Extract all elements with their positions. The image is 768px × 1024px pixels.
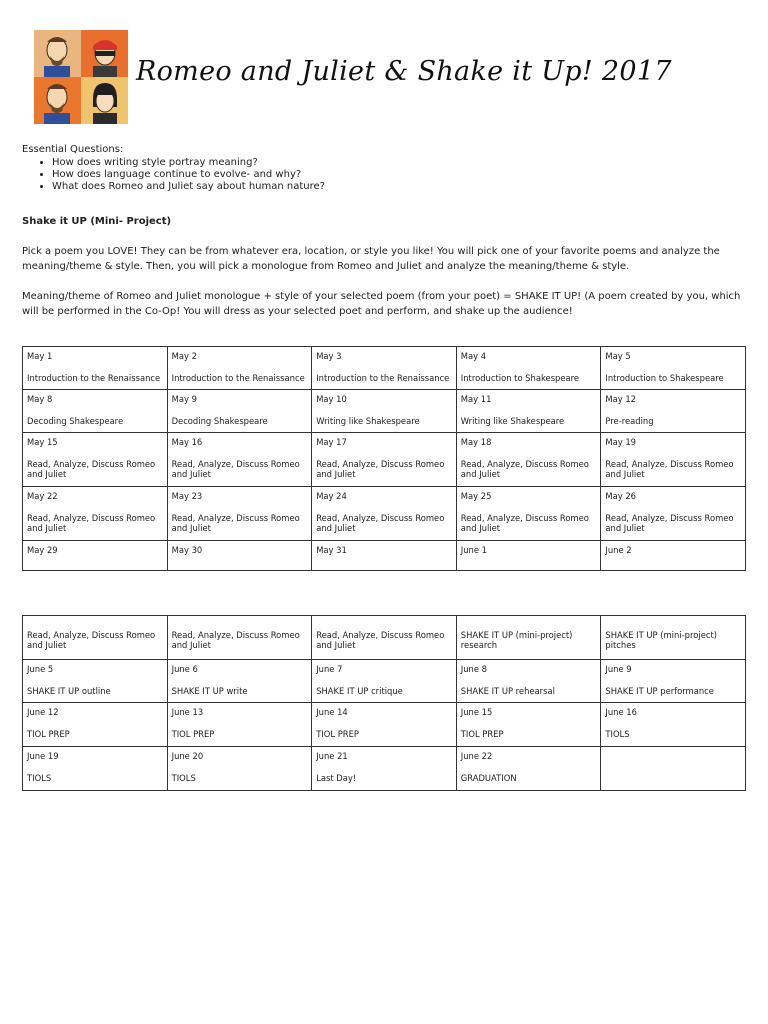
calendar-activity: SHAKE IT UP write [171, 686, 248, 696]
calendar-cell [23, 433, 168, 487]
calendar-cell [601, 660, 746, 703]
essential-questions [22, 144, 746, 193]
shakespeare-beatles-logo [34, 30, 128, 124]
calendar-cell [312, 347, 457, 390]
calendar-cell [601, 703, 746, 747]
calendar-cell [456, 541, 601, 571]
calendar-date: May 24 [316, 491, 347, 501]
calendar-date: June 12 [27, 707, 59, 717]
calendar-activity: Read, Analyze, Discuss Romeo and Juliet [460, 513, 589, 533]
calendar-cell [23, 703, 168, 747]
calendar-cell [456, 703, 601, 747]
calendar-date: May 25 [460, 491, 492, 501]
calendar-date: June 21 [316, 751, 348, 761]
portrait-icon [34, 30, 81, 77]
may-calendar-table [22, 346, 746, 571]
calendar-cell [601, 747, 746, 791]
calendar-cell [312, 541, 457, 571]
calendar-cell [312, 616, 457, 660]
calendar-cell [167, 487, 312, 541]
calendar-activity: Last Day! [316, 773, 357, 783]
calendar-activity: Decoding Shakespeare [27, 416, 124, 426]
calendar-activity: TIOL PREP [171, 729, 215, 739]
calendar-date: May 23 [171, 491, 203, 501]
calendar-activity: Writing like Shakespeare [316, 416, 420, 426]
calendar-activity: Decoding Shakespeare [171, 416, 268, 426]
calendar-activity: SHAKE IT UP (mini-project) pitches [605, 630, 717, 650]
calendar-activity: TIOL PREP [316, 729, 359, 739]
calendar-body [23, 347, 746, 571]
calendar-cell [167, 390, 312, 433]
calendar-activity: Read, Analyze, Discuss Romeo and Juliet [171, 459, 300, 479]
essential-questions-label: Essential Questions: [22, 144, 124, 155]
calendar-activity: Read, Analyze, Discuss Romeo and Juliet [27, 630, 156, 650]
calendar-cell [601, 347, 746, 390]
calendar-body [23, 616, 746, 791]
calendar-cell [312, 390, 457, 433]
calendar-activity: Pre-reading [605, 416, 654, 426]
calendar-activity: Read, Analyze, Discuss Romeo and Juliet [460, 459, 589, 479]
calendar-activity: SHAKE IT UP outline [27, 686, 111, 696]
calendar-activity: TIOL PREP [27, 729, 70, 739]
calendar-date: May 17 [316, 437, 347, 447]
calendar-cell [167, 616, 312, 660]
calendar-activity: SHAKE IT UP critique [316, 686, 403, 696]
calendar-date: May 4 [460, 351, 487, 361]
calendar-activity: SHAKE IT UP performance [605, 686, 714, 696]
calendar-date: June 7 [316, 664, 343, 674]
page-header [34, 30, 734, 126]
calendar-date: May 2 [171, 351, 197, 361]
calendar-activity: Introduction to Shakespeare [605, 373, 724, 383]
calendar-cell [456, 487, 601, 541]
essential-questions-list [22, 157, 746, 192]
calendar-cell [456, 660, 601, 703]
page-title: Romeo and Juliet & Shake it Up! 2017 [136, 56, 672, 87]
calendar-date: June 13 [171, 707, 204, 717]
calendar-activity: Introduction to the Renaissance [171, 373, 305, 383]
calendar-date: May 30 [171, 545, 203, 555]
project-formula: Meaning/theme of Romeo and Juliet monologue + style of your selected poem (from your poet) = SHAKE IT UP! (A poem created by you, which will be performed in the Co-Op! You will dress as your selected poet and perform, and shake up the audience! [22, 291, 741, 317]
calendar-activity: Introduction to Shakespeare [460, 373, 580, 383]
calendar-activity: TIOLS [605, 729, 630, 739]
list-item: • How does language continue to evolve- and why? [52, 169, 746, 180]
calendar-cell [312, 703, 457, 747]
calendar-date: June 14 [316, 707, 348, 717]
calendar-cell [312, 487, 457, 541]
calendar-cell [456, 347, 601, 390]
calendar-date: June 15 [460, 707, 493, 717]
calendar-cell [312, 660, 457, 703]
calendar-activity: Read, Analyze, Discuss Romeo and Juliet [605, 459, 734, 479]
calendar-cell [23, 347, 168, 390]
calendar-date: May 10 [316, 394, 347, 404]
calendar-activity: Read, Analyze, Discuss Romeo and Juliet [171, 513, 300, 533]
calendar-date: May 11 [460, 394, 492, 404]
june-calendar-table [22, 615, 746, 791]
list-item: • What does Romeo and Juliet say about human nature? [52, 181, 746, 192]
calendar-activity: TIOLS [27, 773, 52, 783]
project-description: Pick a poem you LOVE! They can be from whatever era, location, or style you like! You will pick one of your favorite poems and analyze the meaning/theme & style. Then, you will pick a monologue from Romeo and Juliet and analyze the meaning/theme & style. [22, 246, 720, 272]
calendar-activity: Read, Analyze, Discuss Romeo and Juliet [316, 513, 445, 533]
calendar-activity: Writing like Shakespeare [460, 416, 565, 426]
calendar-date: June 9 [605, 664, 632, 674]
calendar-activity: TIOL PREP [460, 729, 504, 739]
calendar-cell [23, 747, 168, 791]
logo-tile-shakespeare-2 [34, 77, 81, 124]
portrait-icon [81, 30, 128, 77]
logo-tile-beatle-2 [81, 77, 128, 124]
calendar-cell [456, 616, 601, 660]
calendar-date: May 19 [605, 437, 637, 447]
calendar-cell [167, 747, 312, 791]
calendar-activity: Read, Analyze, Discuss Romeo and Juliet [316, 459, 445, 479]
calendar-date: May 1 [27, 351, 53, 361]
calendar-date: June 16 [605, 707, 637, 717]
list-item: • How does writing style portray meaning? [52, 157, 746, 168]
calendar-cell [167, 541, 312, 571]
calendar-date: June 8 [460, 664, 488, 674]
calendar-activity: Read, Analyze, Discuss Romeo and Juliet [27, 513, 156, 533]
calendar-cell [23, 660, 168, 703]
calendar-cell [167, 347, 312, 390]
calendar-date: May 12 [605, 394, 637, 404]
calendar-date: June 1 [460, 545, 488, 555]
calendar-cell [23, 487, 168, 541]
calendar-activity: Read, Analyze, Discuss Romeo and Juliet [316, 630, 445, 650]
calendar-date: May 8 [27, 394, 53, 404]
calendar-date: May 31 [316, 545, 347, 555]
calendar-activity: TIOLS [171, 773, 196, 783]
calendar-cell [167, 433, 312, 487]
portrait-icon [34, 77, 81, 124]
calendar-activity: Read, Analyze, Discuss Romeo and Juliet [605, 513, 734, 533]
calendar-date: June 19 [27, 751, 59, 761]
calendar-cell [601, 616, 746, 660]
table-row [23, 660, 746, 703]
portrait-icon [81, 77, 128, 124]
calendar-activity: Introduction to the Renaissance [316, 373, 450, 383]
logo-tile-shakespeare-1 [34, 30, 81, 77]
calendar-cell [456, 433, 601, 487]
calendar-date: May 18 [460, 437, 492, 447]
table-row [23, 347, 746, 390]
calendar-date: June 20 [171, 751, 204, 761]
calendar-cell [456, 747, 601, 791]
calendar-cell [312, 433, 457, 487]
calendar-activity: Read, Analyze, Discuss Romeo and Juliet [27, 459, 156, 479]
calendar-cell [456, 390, 601, 433]
calendar-activity: GRADUATION [460, 773, 517, 783]
calendar-cell [601, 487, 746, 541]
calendar-activity: SHAKE IT UP rehearsal [460, 686, 555, 696]
calendar-cell [167, 703, 312, 747]
calendar-activity: SHAKE IT UP (mini-project) research [460, 630, 573, 650]
calendar-cell [312, 747, 457, 791]
calendar-date: June 6 [171, 664, 198, 674]
logo-tile-beatle-1 [81, 30, 128, 77]
table-row [23, 747, 746, 791]
project-heading: Shake it UP (Mini- Project) [22, 216, 172, 227]
calendar-date: May 5 [605, 351, 631, 361]
calendar-cell [601, 433, 746, 487]
calendar-cell [601, 390, 746, 433]
calendar-activity: Introduction to the Renaissance [27, 373, 161, 383]
calendar-date: May 22 [27, 491, 58, 501]
calendar-date: May 9 [171, 394, 197, 404]
calendar-cell [167, 660, 312, 703]
calendar-activity: Read, Analyze, Discuss Romeo and Juliet [171, 630, 300, 650]
table-row [23, 487, 746, 541]
table-row [23, 433, 746, 487]
calendar-date: June 22 [460, 751, 493, 761]
calendar-cell [23, 541, 168, 571]
calendar-date: May 16 [171, 437, 203, 447]
calendar-date: May 3 [316, 351, 342, 361]
table-row [23, 703, 746, 747]
calendar-date: May 29 [27, 545, 58, 555]
table-row [23, 616, 746, 660]
calendar-date: May 26 [605, 491, 637, 501]
table-row [23, 541, 746, 571]
table-row [23, 390, 746, 433]
calendar-cell [23, 390, 168, 433]
calendar-cell [23, 616, 168, 660]
calendar-date: May 15 [27, 437, 58, 447]
calendar-date: June 2 [605, 545, 632, 555]
calendar-date: June 5 [27, 664, 54, 674]
calendar-cell [601, 541, 746, 571]
